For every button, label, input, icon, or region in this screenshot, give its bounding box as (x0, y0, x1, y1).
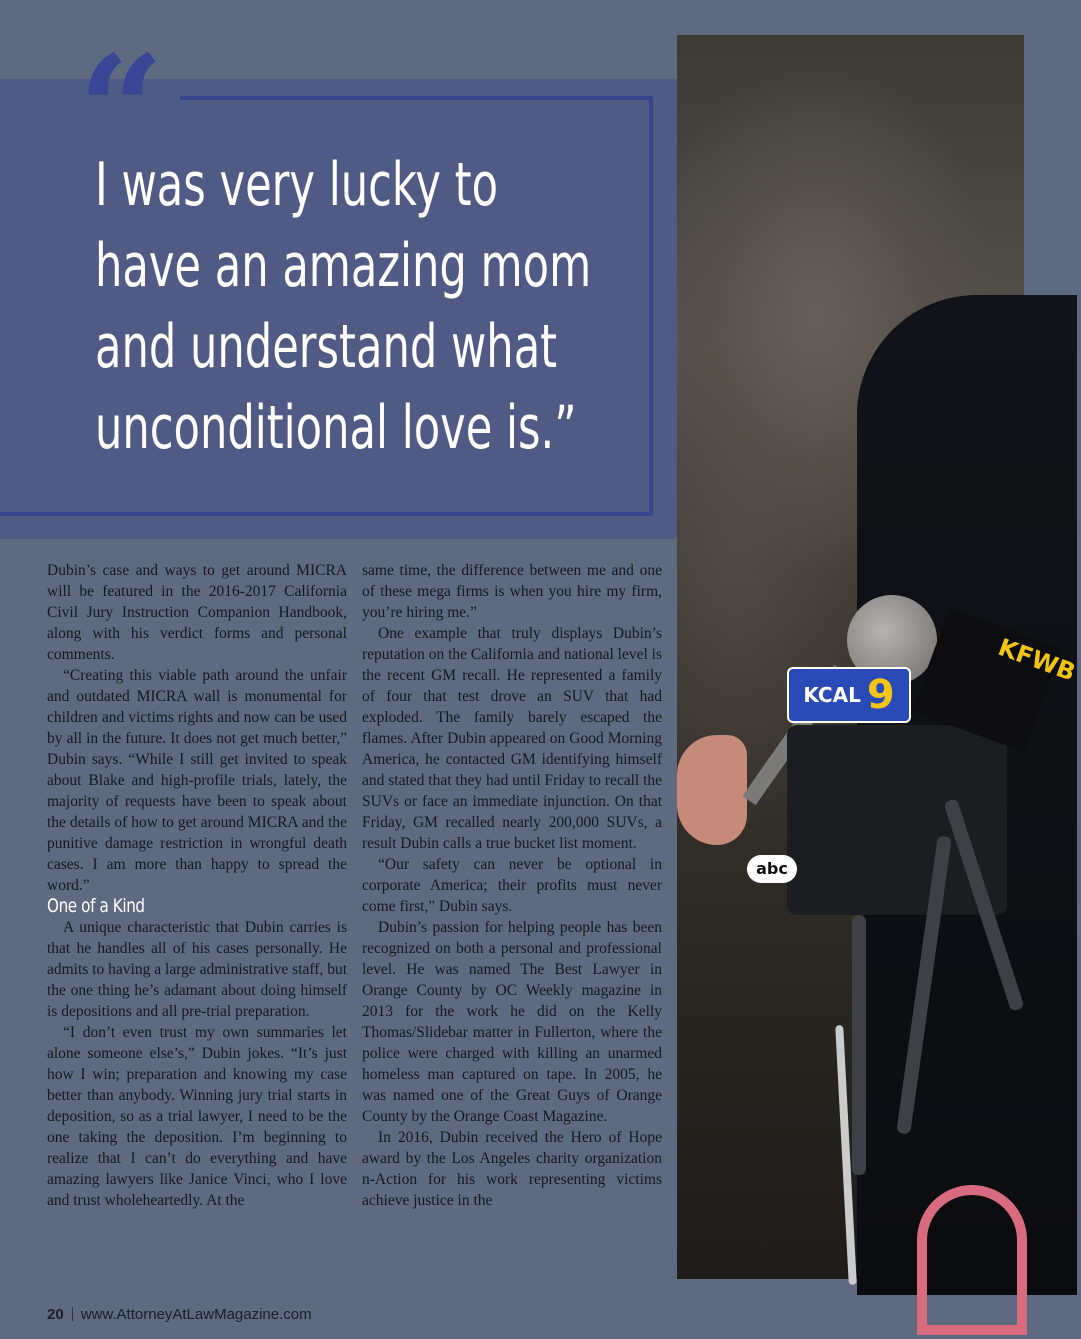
photo-mic-tube (852, 915, 866, 1175)
kfwb-label: KFWB (994, 633, 1080, 687)
press-conference-photo (677, 35, 1080, 1279)
pull-quote-line: and understand what (95, 312, 558, 382)
photo-hand (677, 735, 747, 845)
kcal-label: KCAL (803, 683, 861, 707)
article-paragraph: Dubin’s case and ways to get around MICRA will be featured in the 2016-2017 California Civil Jury Instruction Companion Handbook, along with his verdict forms and personal comments. (47, 562, 347, 663)
quote-frame-right-rule (649, 96, 653, 516)
photo-kcal-flag (787, 667, 911, 723)
photo-abc-logo: abc (747, 855, 797, 883)
section-subhead: One of a Kind (47, 895, 145, 917)
article-paragraph: In 2016, Dubin received the Hero of Hope award by the Los Angeles charity organization n-Action for his work representing victims achieve justice in the (362, 1129, 662, 1209)
open-quote-mark: “ (78, 23, 165, 199)
pull-quote (95, 145, 592, 469)
pull-quote-line: have an amazing mom (95, 231, 592, 301)
website-link[interactable]: www.AttorneyAtLawMagazine.com (80, 1305, 312, 1323)
quote-frame-bottom-rule (0, 512, 653, 516)
article-paragraph: A unique characteristic that Dubin carries is that he handles all of his cases personally. He admits to having a large administrative staff, but the one thing he’s adamant about doing himself is depositions and all pre-trial preparation. (47, 919, 347, 1020)
article-paragraph: “Our safety can never be optional in corporate America; their profits must never come first,” Dubin says. (362, 856, 662, 915)
article-paragraph: Dubin’s passion for helping people has been recognized on both a personal and professional level. He was named The Best Lawyer in Orange County by OC Weekly magazine in 2013 for the work he did on the Kelly Thomas/Slidebar matter in Fullerton, where the police were charged with killing an unarmed homeless man captured on tape. In 2005, he was named one of the Great Guys of Orange County by the Orange Coast Magazine. (362, 919, 662, 1125)
quote-frame-top-rule (180, 96, 653, 100)
pull-quote-line: I was very lucky to (95, 150, 498, 220)
page-number: 20 (47, 1305, 64, 1323)
photo-pink-cable (917, 1185, 1027, 1335)
article-column-right (362, 560, 662, 1275)
article-paragraph: One example that truly displays Dubin’s reputation on the California and national level is the recent GM recall. He represented a family of four that test drove an SUV that had exploded. The family barely escaped the flames. After Dubin appeared on Good Morning America, he contacted GM identifying himself and stated that they had until Friday to recall the SUVs or face an immediate injunction. On that Friday, GM recalled nearly 200,000 SUVs, a result Dubin calls a true bucket list moment. (362, 625, 663, 852)
kcal-number: 9 (866, 672, 895, 718)
article-paragraph: “Creating this viable path around the unfair and outdated MICRA wall is monumental for children and victims rights and now can be used by all in the future. It does not get much better,” Dubin says. “While I still get invited to speak about Blake and high-profile trials, lately, the majority of requests have been to speak about the details of how to get around MICRA and the punitive damage restriction in wrongful death cases. I am more than happy to spread the word.” (47, 667, 347, 894)
article-paragraph: same time, the difference between me and one of these mega firms is when you hire my firm, you’re hiring me.” (362, 562, 662, 621)
pull-quote-line: unconditional love is.” (95, 393, 577, 463)
article-paragraph: “I don’t even trust my own summaries let alone someone else’s,” Dubin jokes. “It’s just how I win; preparation and knowing my case better than anybody. Winning jury trial starts in deposition, so as a trial lawyer, I need to be the one taking the deposition. I’m beginning to realize that I can’t do everything and have amazing lawyers like Janice Vinci, who I love and trust wholeheartedly. At the (47, 1024, 347, 1209)
footer-divider (72, 1307, 73, 1321)
article-column-left (47, 560, 347, 1275)
page-footer (47, 1303, 312, 1325)
